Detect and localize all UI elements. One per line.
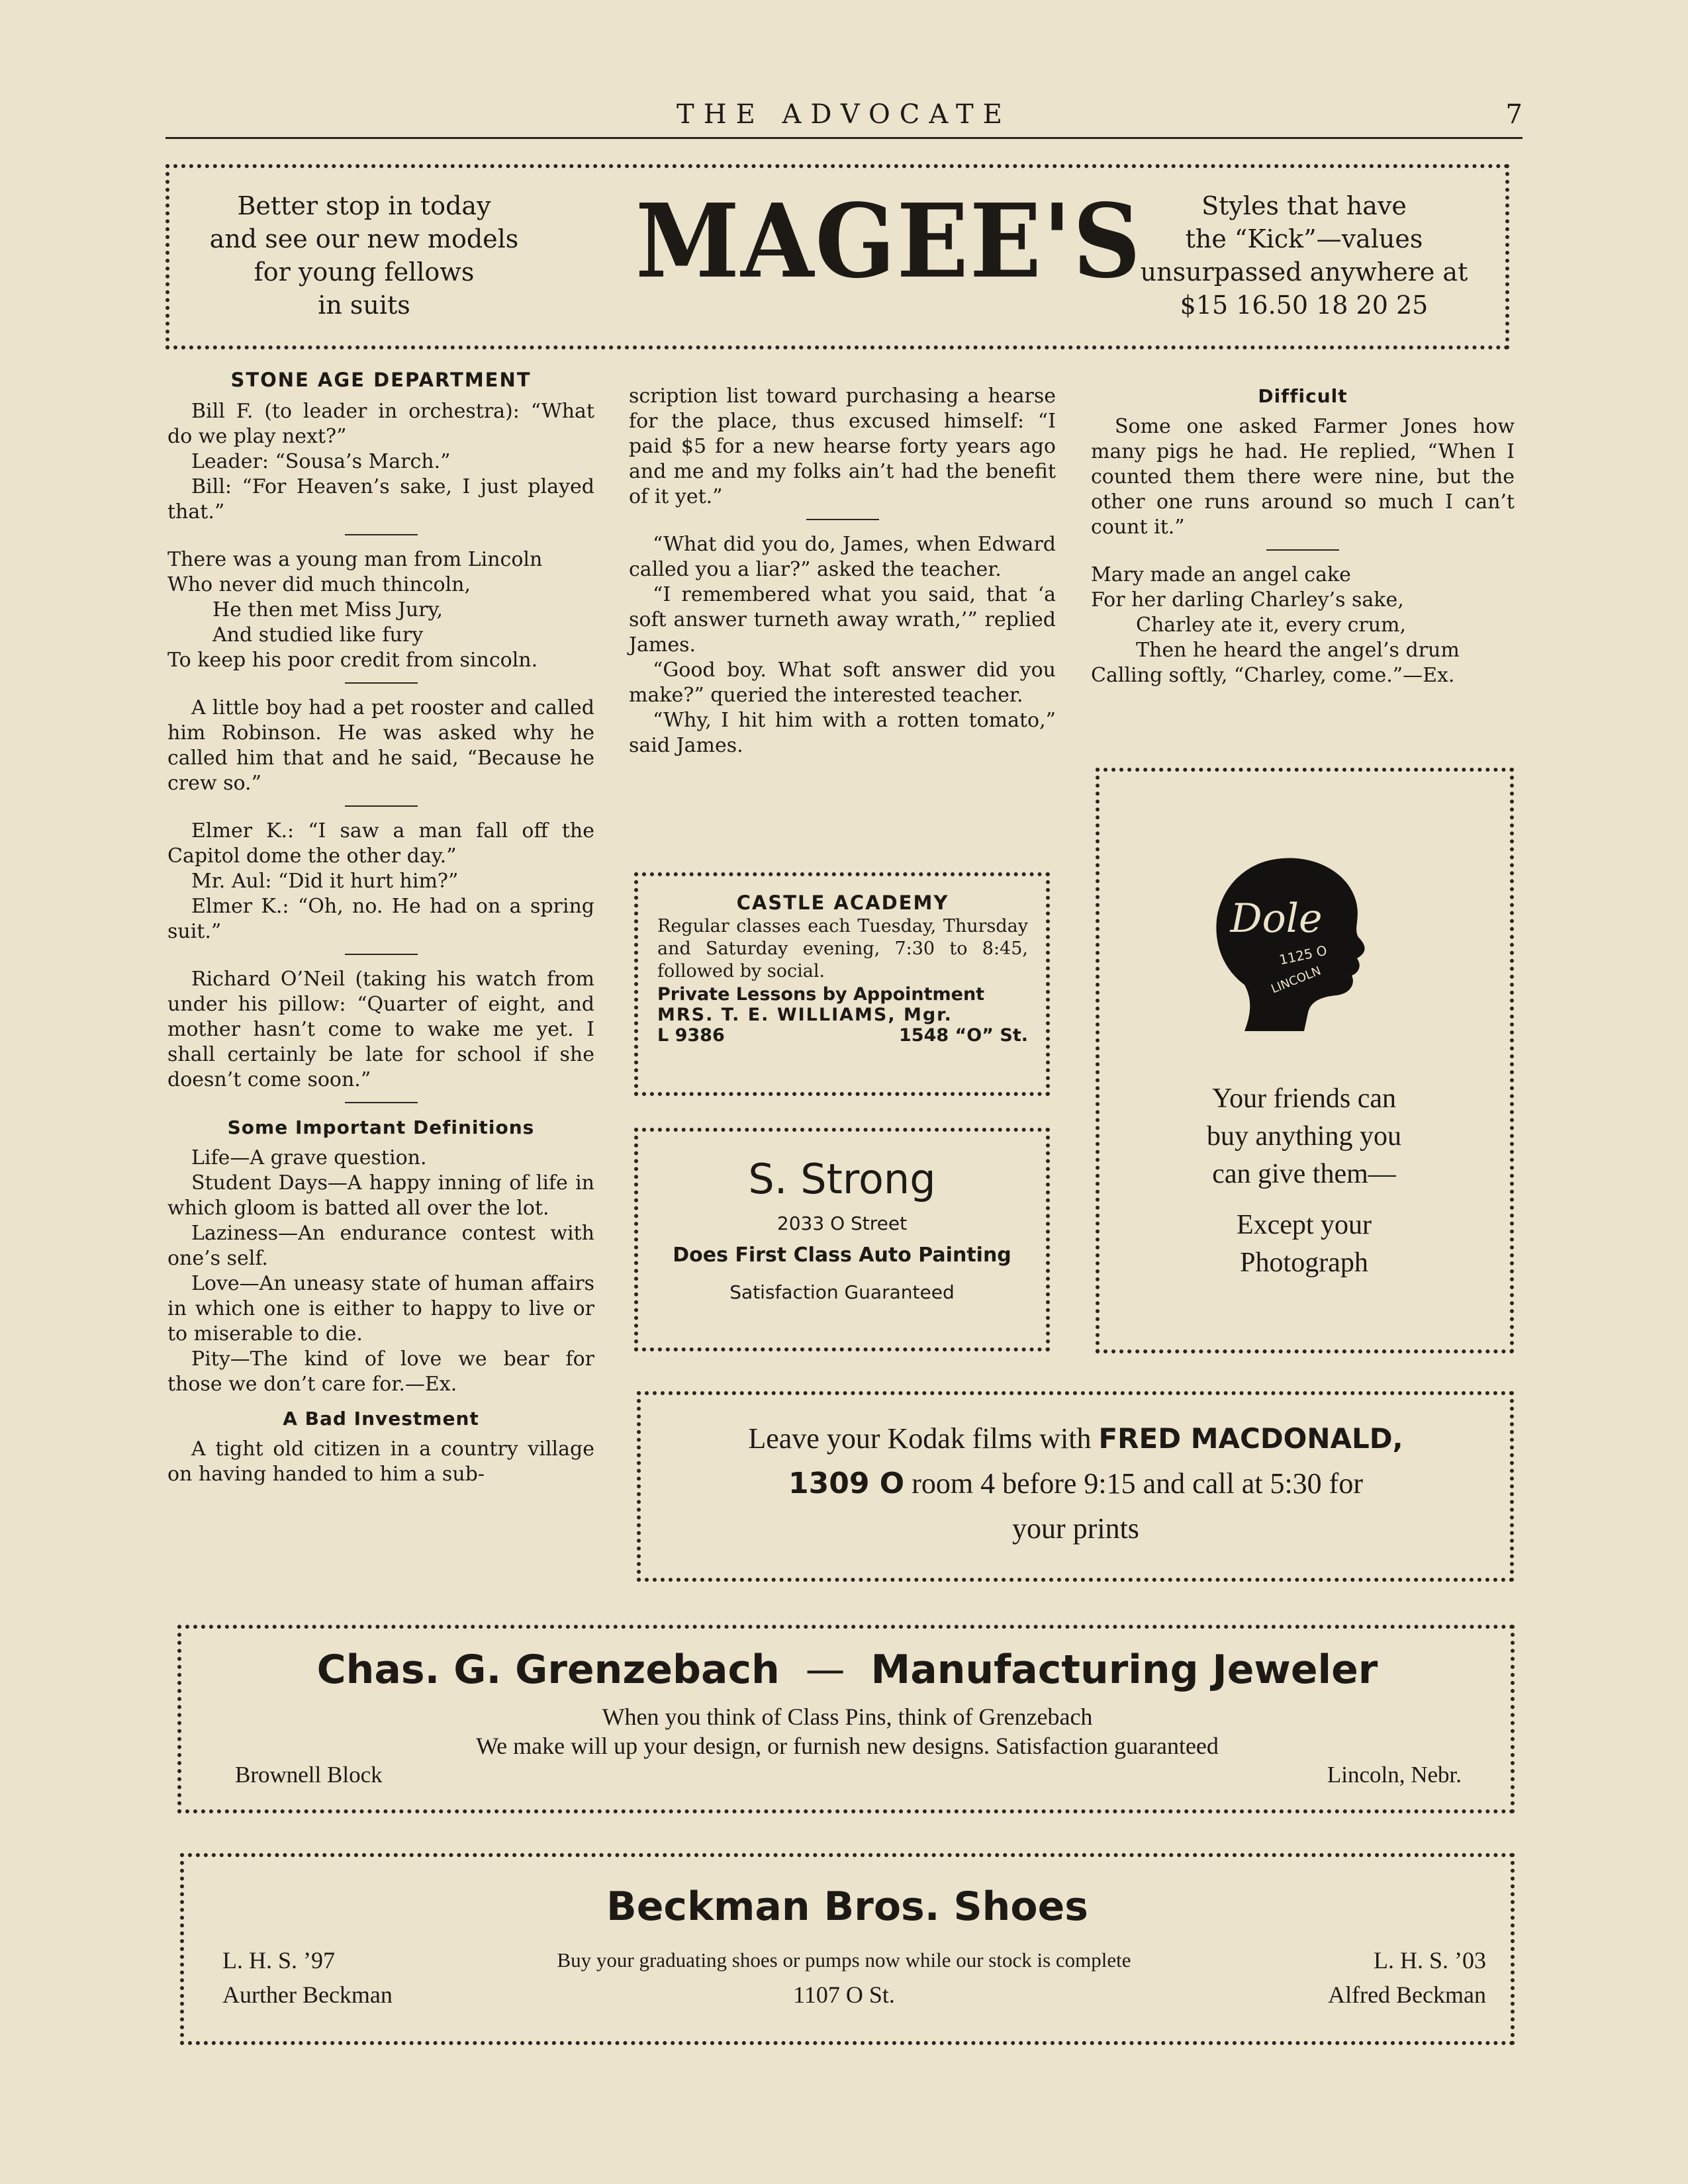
difficult-paragraph: Some one asked Farmer Jones how many pigs he had. He replied, “When I counted them there were nine, but the other one runs around so much I can’t count it.”: [1091, 415, 1515, 539]
definition-item: Life—A grave question.: [191, 1146, 427, 1169]
definition-item: Student Days—A happy inning of life in which gloom is batted all over the lot.: [167, 1171, 594, 1220]
joke-paragraph: Bill: “For Heaven’s sake, I just played that.”: [167, 475, 594, 523]
strong-ad: [645, 1155, 1039, 1303]
castle-manager: MRS. T. E. WILLIAMS, Mgr.: [657, 1005, 953, 1025]
magees-left-line: Better stop in today: [237, 191, 491, 220]
magees-logo: MAGEE'S: [635, 182, 1143, 301]
dole-line: buy anything you: [1207, 1121, 1401, 1152]
poem-line: Calling softly, “Charley, come.”—Ex.: [1091, 664, 1455, 687]
grenzebach-dash: —: [805, 1647, 845, 1693]
beckman-left-class: L. H. S. ’97: [222, 1947, 335, 1974]
beckman-left-name: Aurther Beckman: [222, 1981, 393, 2008]
kodak-text: Leave your Kodak films with: [748, 1422, 1099, 1455]
magees-ad-left-text: [192, 189, 536, 322]
beckman-left: [222, 1943, 393, 2012]
poem-line: Mary made an angel cake: [1091, 563, 1351, 586]
separator-rule: [1266, 549, 1339, 551]
limerick-line: He then met Miss Jury,: [212, 598, 444, 621]
header-rule: [165, 137, 1523, 139]
dole-line: Photograph: [1240, 1248, 1368, 1278]
james-paragraph: “Why, I hit him with a rotten tomato,” said James.: [629, 709, 1056, 757]
magees-left-line: and see our new models: [209, 224, 519, 253]
separator-rule: [345, 682, 418, 684]
magees-right-line: $15 16.50 18 20 25: [1180, 291, 1429, 320]
strong-address: 2033 O Street: [776, 1212, 908, 1234]
grenzebach-name: Chas. G. Grenzebach: [316, 1647, 780, 1693]
beckman-right: [1251, 1943, 1486, 2012]
castle-academy-ad: [657, 891, 1028, 1046]
strong-service: Does First Class Auto Painting: [673, 1244, 1011, 1267]
james-paragraph: “Good boy. What soft answer did you make?” queried the interested teacher.: [629, 659, 1056, 707]
dole-logo-address: 1125 O: [1278, 942, 1329, 968]
magees-left-line: in suits: [318, 291, 410, 320]
joke-paragraph: Mr. Aul: “Did it hurt him?”: [191, 870, 459, 893]
definitions-heading: Some Important Definitions: [227, 1116, 535, 1138]
column-2: [629, 384, 1056, 758]
magees-right-line: Styles that have: [1201, 191, 1407, 220]
investment-paragraph: A tight old citizen in a country village on having handed to him a sub-: [167, 1437, 594, 1486]
separator-rule: [345, 1102, 418, 1103]
dole-line: can give them—: [1212, 1159, 1396, 1189]
kodak-ad: [652, 1416, 1499, 1551]
definition-item: Laziness—An endurance contest with one’s self.: [167, 1222, 594, 1270]
beckman-title: Beckman Bros. Shoes: [606, 1884, 1088, 1930]
beckman-center-address: 1107 O St.: [793, 1981, 895, 2008]
limerick-line: And studied like fury: [212, 623, 424, 647]
investment-continued: scription list toward purchasing a hearse for the place, thus excused himself: “I paid $5 for a new hearse forty years ago and me and my folks ain’t had the benefit of it yet.”: [629, 385, 1056, 508]
dole-line: Your friends can: [1211, 1083, 1397, 1114]
difficult-heading: Difficult: [1258, 385, 1348, 407]
castle-title: CASTLE ACADEMY: [736, 891, 949, 914]
magees-left-line: for young fellows: [254, 257, 475, 287]
dole-ad-text: [1112, 1080, 1496, 1282]
dole-logo-city: LINCOLN: [1269, 964, 1323, 997]
separator-rule: [345, 534, 418, 535]
magees-right-line: unsurpassed anywhere at: [1140, 257, 1468, 287]
definition-item: Love—An uneasy state of human affairs in which one is either to happy to live or to miserable to die.: [167, 1272, 594, 1345]
column-3: [1091, 384, 1515, 688]
separator-rule: [806, 519, 879, 520]
strong-guarantee: Satisfaction Guaranteed: [729, 1281, 955, 1303]
column-1: [167, 367, 594, 1487]
magees-right-line: the “Kick”—values: [1185, 224, 1423, 253]
kodak-address: 1309 O: [788, 1467, 905, 1500]
limerick-line: Who never did much thincoln,: [167, 573, 471, 596]
castle-contact-row: [657, 1025, 1028, 1046]
grenzebach-line: We make will up your design, or furnish new designs. Satisfaction guaranteed: [476, 1733, 1219, 1759]
castle-phone: L 9386: [657, 1025, 725, 1046]
kodak-line-1: [652, 1416, 1499, 1461]
grenzebach-line: When you think of Class Pins, think of Grenzebach: [602, 1704, 1093, 1730]
strong-name: S. Strong: [748, 1155, 936, 1203]
joke-paragraph: Bill F. (to leader in orchestra): “What do we play next?”: [167, 400, 594, 448]
dole-silhouette-logo: [1205, 854, 1377, 1032]
beckman-center-text: Buy your graduating shoes or pumps now while our stock is complete: [557, 1948, 1131, 1972]
grenzebach-location-right: Lincoln, Nebr.: [1327, 1762, 1462, 1788]
poem-line: For her darling Charley’s sake,: [1091, 588, 1404, 612]
running-head: [165, 99, 1523, 136]
definition-item: Pity—The kind of love we bear for those we don’t care for.—Ex.: [167, 1347, 594, 1396]
dole-logo-text: Dole: [1230, 895, 1323, 942]
joke-paragraph: Richard O’Neil (taking his watch from under his pillow: “Quarter of eight, and mother hasn’t come to wake me yet. I shall certainly be late for school if she doesn’t come soon.”: [167, 968, 594, 1091]
page-number: 7: [1505, 99, 1523, 130]
magees-ad-right-text: [1119, 189, 1489, 322]
castle-private-lessons: Private Lessons by Appointment: [657, 984, 985, 1005]
limerick-line: There was a young man from Lincoln: [167, 548, 543, 571]
beckman-right-class: L. H. S. ’03: [1374, 1947, 1486, 1974]
kodak-text: room 4 before 9:15 and call at 5:30 for: [904, 1467, 1363, 1500]
bad-investment-heading: A Bad Investment: [283, 1408, 479, 1430]
stone-age-heading: STONE AGE DEPARTMENT: [230, 369, 532, 391]
kodak-name: FRED MACDONALD,: [1098, 1422, 1403, 1455]
publication-title: THE ADVOCATE: [677, 99, 1011, 130]
joke-paragraph: Elmer K.: “I saw a man fall off the Capitol dome the other day.”: [167, 819, 594, 868]
joke-paragraph: Leader: “Sousa’s March.”: [191, 450, 451, 473]
james-paragraph: “What did you do, James, when Edward called you a liar?” asked the teacher.: [629, 533, 1056, 581]
separator-rule: [345, 954, 418, 955]
dole-line: Except your: [1236, 1210, 1372, 1240]
kodak-line-3: your prints: [1012, 1512, 1139, 1545]
grenzebach-body: [199, 1702, 1496, 1760]
grenzebach-title: Manufacturing Jeweler: [870, 1647, 1378, 1693]
grenzebach-location-left: Brownell Block: [235, 1762, 383, 1788]
joke-paragraph: A little boy had a pet rooster and called him Robinson. He was asked why he called him that and he said, “Because he crew so.”: [167, 696, 594, 795]
kodak-line-2: [652, 1461, 1499, 1506]
castle-body: Regular classes each Tuesday, Thursday and Saturday evening, 7:30 to 8:45, followed by social.: [657, 916, 1028, 981]
grenzebach-title-row: [199, 1641, 1496, 1698]
joke-paragraph: Elmer K.: “Oh, no. He had on a spring suit.”: [167, 895, 594, 943]
beckman-center: [463, 1943, 1225, 2012]
poem-line: Charley ate it, every crum,: [1136, 614, 1407, 637]
poem-line: Then he heard the angel’s drum: [1136, 639, 1460, 662]
limerick-line: To keep his poor credit from sincoln.: [167, 649, 538, 672]
castle-address: 1548 “O” St.: [899, 1025, 1028, 1046]
james-paragraph: “I remembered what you said, that ‘a soft answer turneth away wrath,’” replied James.: [629, 583, 1056, 657]
beckman-right-name: Alfred Beckman: [1328, 1981, 1486, 2008]
separator-rule: [345, 805, 418, 807]
